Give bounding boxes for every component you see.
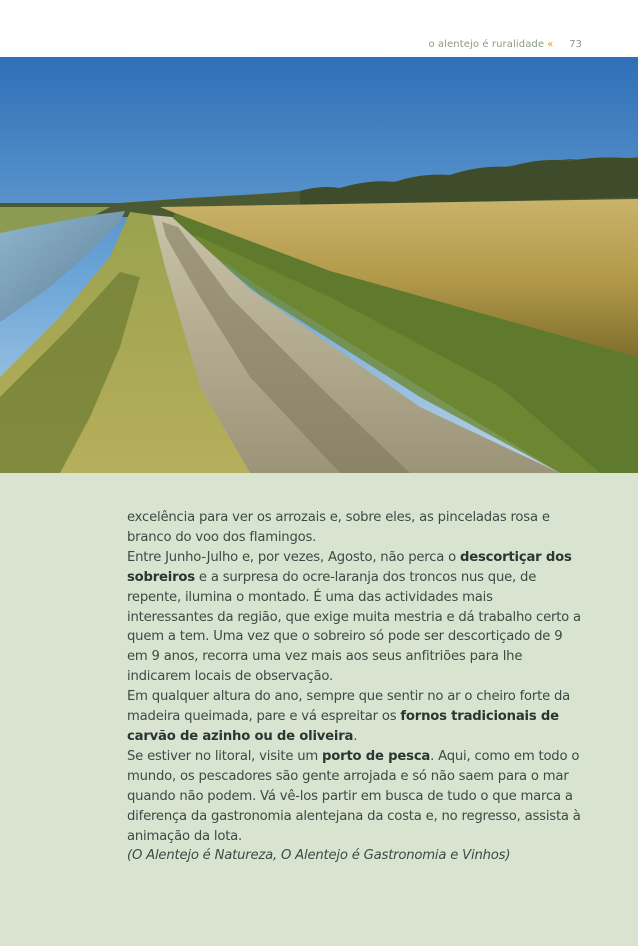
- paragraph-1: excelência para ver os arrozais e, sobre eles, as pinceladas rosa e branco do voo dos flamingos.: [127, 510, 550, 545]
- body-text: [127, 508, 582, 866]
- section-title: o alentejo é ruralidade: [428, 38, 545, 50]
- running-header: [428, 36, 582, 52]
- paragraph-2: Entre Junho-Julho e, por vezes, Agosto, não perca o descortiçar dos sobreiros e a surpresa do ocre-laranja dos troncos nus que, de repente, ilumina o montado. É uma das actividades mais interessantes da região, que exige muita mestria e dá trabalho certo a quem a tem. Uma vez que o sobreiro só pode ser descortiçado de 9 em 9 anos, recorra uma vez mais aos seus anfitriões para lhe indicarem locais de observação.: [127, 549, 581, 685]
- paragraph-3: Em qualquer altura do ano, sempre que sentir no ar o cheiro forte da madeira queimada, pare e vá espreitar os fornos tradicionais de carvão de azinho ou de oliveira.: [127, 689, 571, 744]
- highlight-descorticar: descortiçar dos sobreiros: [127, 549, 572, 585]
- page-number: 73: [569, 38, 582, 50]
- landscape-photo: [0, 57, 638, 473]
- highlight-porto: porto de pesca: [322, 748, 431, 764]
- reference-line: (O Alentejo é Natureza, O Alentejo é Gastronomia e Vinhos): [127, 848, 511, 864]
- chevron-icon: «: [547, 38, 554, 50]
- paragraph-4: Se estiver no litoral, visite um porto de pesca. Aqui, como em todo o mundo, os pescadores são gente arrojada e só não saem para o mar quando não podem. Vá vê-los partir em busca de tudo o que marca a diferença da gastronomia alentejana da costa e, no regresso, assista à animação da lota.: [127, 748, 581, 844]
- highlight-fornos: fornos tradicionais de carvão de azinho ou de oliveira: [127, 709, 559, 744]
